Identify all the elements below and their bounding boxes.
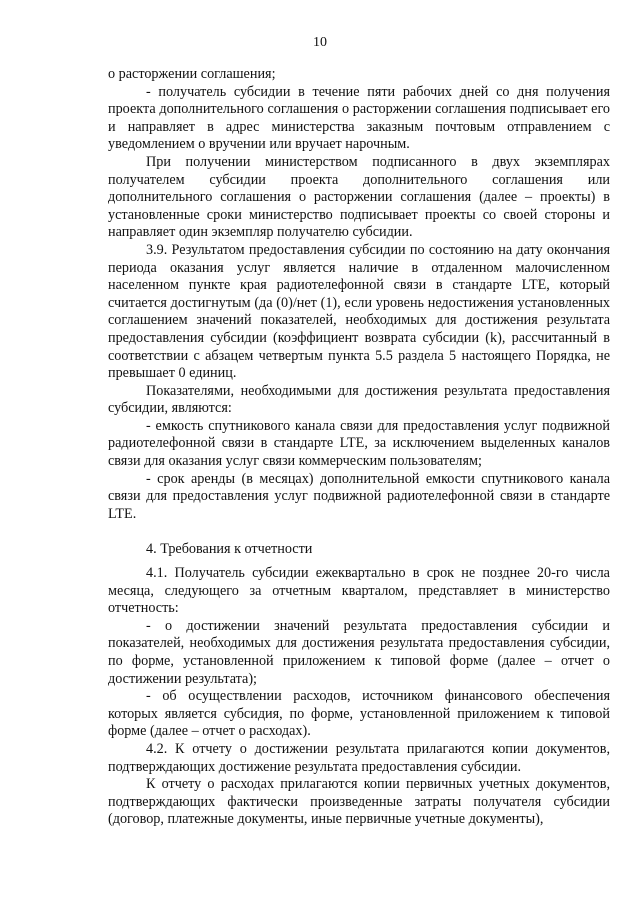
paragraph-ministry-signs: При получении министерством подписанного в двух экземплярах получателем субсидии проекта дополнительного соглашения или дополнительного соглашения о расторжении соглашения (далее – проекты) в установленные сроки министерство подписывает проекты со своей стороны и направляет один экземпляр получателю субсидии. [108,153,610,241]
paragraph-expense-attachments: К отчету о расходах прилагаются копии первичных учетных документов, подтверждающих фактически произведенные затраты получателя субсидии (договор, платежные документы, иные первичные учетные документы), [108,776,610,828]
paragraph-report-expenses: - об осуществлении расходов, источником финансового обеспечения которых является субсидия, по форме, установленной приложением к типовой форме (далее – отчет о расходах). [108,688,610,740]
paragraph-4-1-reporting: 4.1. Получатель субсидии ежеквартально в срок не позднее 20-го числа месяца, следующего за отчетным кварталом, представляет в министерство отчетность: [108,565,610,617]
paragraph-4-2-attachments: 4.2. К отчету о достижении результата прилагаются копии документов, подтверждающих достижение результата предоставления субсидии. [108,740,610,775]
page-number: 10 [313,35,327,50]
document-body [108,66,610,829]
paragraph-recipient-signs: - получатель субсидии в течение пяти рабочих дней со дня получения проекта дополнительного соглашения о расторжении соглашения подписывает его и направляет в адрес министерства заказным почтовым отправлением с уведомлением о вручении или вручает нарочным. [108,83,610,153]
paragraph-report-achievement: - о достижении значений результата предоставления субсидии и показателей, необходимых для достижения результата предоставления субсидии, по форме, установленной приложением к типовой форме (далее – отчет о достижении результата); [108,617,610,687]
paragraph-indicator-capacity: - емкость спутникового канала связи для предоставления услуг подвижной радиотелефонной связи в стандарте LTE, за исключением выделенных каналов связи для оказания услуг связи коммерческим пользователям; [108,417,610,470]
section-heading-4: 4. Требования к отчетности [146,541,313,558]
paragraph-continuation: о расторжении соглашения; [108,66,276,82]
paragraph-indicator-lease-term: - срок аренды (в месяцах) дополнительной емкости спутникового канала связи для предоставления услуг подвижной радиотелефонной связи в стандарте LTE. [108,470,610,522]
paragraph-indicators-intro: Показателями, необходимыми для достижения результата предоставления субсидии, являются: [108,382,610,417]
paragraph-3-9-result: 3.9. Результатом предоставления субсидии по состоянию на дату окончания периода оказания услуг является наличие в отдаленном малочисленном населенном пункте края радиотелефонной связи в стандарте LTE, который считается достигнутым (да (0)/нет (1), если уровень недостижения установленных соглашением значений показателей, необходимых для достижения результата предоставления субсидии (коэффициент возврата субсидии (k), рассчитанный в соответствии с абзацем четвертым пункта 5.5 раздела 5 настоящего Порядка, не превышает 0 единиц. [108,241,610,382]
